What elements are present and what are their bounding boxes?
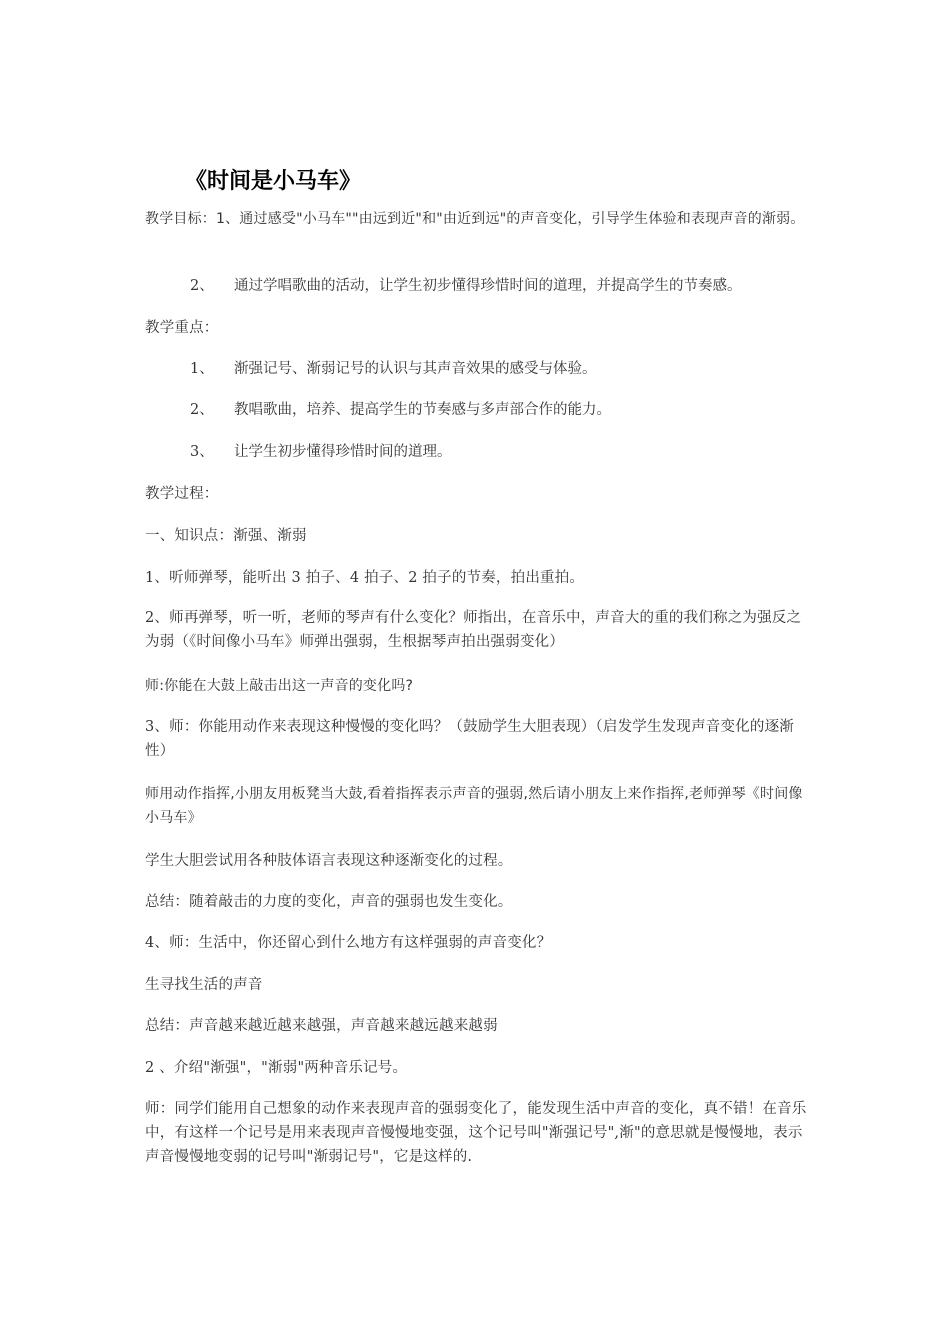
teaching-goal-2 [190,274,810,298]
step-1: 1、听师弹琴，能听出 3 拍子、4 拍子、2 拍子的节奏，拍出重拍。 [145,570,585,586]
focus-item [190,357,810,381]
closing-paragraph: 师：同学们能用自己想象的动作来表现声音的强弱变化了，能发现生活中声音的变化，真不错！在音乐中，有这样一个记号是用来表现声音慢慢地变强，这个记号叫"渐强记号",渐"的意思就是慢慢地，表示声音慢慢地变弱的记号叫"渐弱记号"，它是这样的. [145,1101,807,1165]
focus-item-number: 3、 [190,444,214,460]
focus-item [190,440,810,464]
focus-item-number: 2、 [190,402,214,418]
step-4: 4、师：生活中，你还留心到什么地方有这样强弱的声音变化？ [145,935,552,951]
focus-item-text: 渐强记号、渐弱记号的认识与其声音效果的感受与体验。 [234,361,597,377]
introduce-symbols: 2 、介绍"渐强"，"渐弱"两种音乐记号。 [145,1060,408,1076]
knowledge-point: 一、知识点：渐强、渐弱 [145,528,307,544]
focus-item-text: 让学生初步懂得珍惜时间的道理。 [234,444,452,460]
teaching-goal-1: 教学目标：1、通过感受"小马车""由远到近"和"由近到远"的声音变化，引导学生体验和表现声音的渐弱。 [145,211,805,227]
focus-item-number: 1、 [190,361,214,377]
document-title: 《时间是小马车》 [185,169,362,194]
find-sounds: 生寻找生活的声音 [145,977,263,993]
step-3: 3、师：你能用动作来表现这种慢慢的变化吗？（鼓励学生大胆表现）（启发学生发现声音变化的逐渐性） [145,719,794,759]
focus-item [190,398,810,422]
focus-heading: 教学重点： [145,320,219,336]
focus-item-text: 教唱歌曲，培养、提高学生的节奏感与多声部合作的能力。 [234,402,611,418]
step-2: 2、师再弹琴，听一听，老师的琴声有什么变化？师指出，在音乐中，声音大的重的我们称之为强反之为弱（《时间像小马车》师弹出强弱，生根据琴声拍出强弱变化） [145,610,802,650]
process-heading: 教学过程： [145,486,219,502]
students-try: 学生大胆尝试用各种肢体语言表现这种逐渐变化的过程。 [145,853,513,869]
summary-2: 总结：声音越来越近越来越强，声音越来越远越来越弱 [145,1018,498,1034]
summary-1: 总结：随着敲击的力度的变化，声音的强弱也发生变化。 [145,894,513,910]
teacher-question: 师:你能在大鼓上敲击出这一声音的变化吗? [145,678,414,694]
goal-2-text: 通过学唱歌曲的活动，让学生初步懂得珍惜时间的道理，并提高学生的节奏感。 [234,278,742,294]
conduct-activity: 师用动作指挥,小朋友用板凳当大鼓,看着指挥表示声音的强弱,然后请小朋友上来作指挥,老师弹琴《时间像小马车》 [145,786,803,826]
goal-2-number: 2、 [190,278,214,294]
